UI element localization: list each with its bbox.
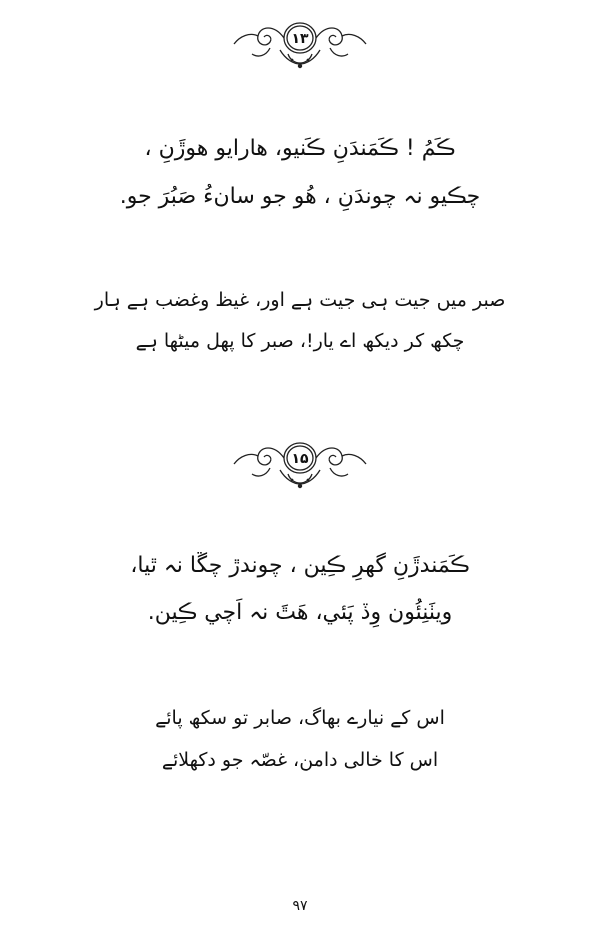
urdu-translation-line: اس کا خالی دامن، غصّہ جو دکھلائے — [161, 749, 439, 771]
sindhi-verse-line: چڪيو نہ چوندَنِ ، هُو جو سانءُ صَبُرَ جو. — [119, 184, 481, 209]
verse-number: ١٣ — [291, 31, 309, 47]
urdu-translation-line: اس کے نیارے بھاگ، صابر تو سکھ پائے — [155, 707, 445, 729]
verse-number: ١۵ — [291, 451, 309, 467]
sindhi-verse-line: ويٺَنِئُون وِڏ پَئي، هَٿَ نہ اَچي ڪِين. — [147, 600, 453, 625]
page-number: ٩٧ — [292, 898, 308, 914]
verse-number-ornament — [230, 434, 370, 494]
urdu-translation-line: صبر میں جیت ہی جیت ہے اور، غیظ وغضب ہے ہار — [94, 289, 506, 311]
verse-number-ornament — [230, 14, 370, 74]
urdu-translation-line: چکھ کر دیکھ اے یار!، صبر کا پھل میٹھا ہے — [135, 330, 465, 352]
sindhi-verse-line: ڪَمَندڙَنِ گهرِ ڪِين ، چوندڙ چڱا نہ ٿيا، — [130, 553, 470, 578]
sindhi-verse-line: ڪَمُ ! ڪَمَندَنِ ڪَنيو، هارايو هوڙَنِ ، — [144, 136, 456, 161]
